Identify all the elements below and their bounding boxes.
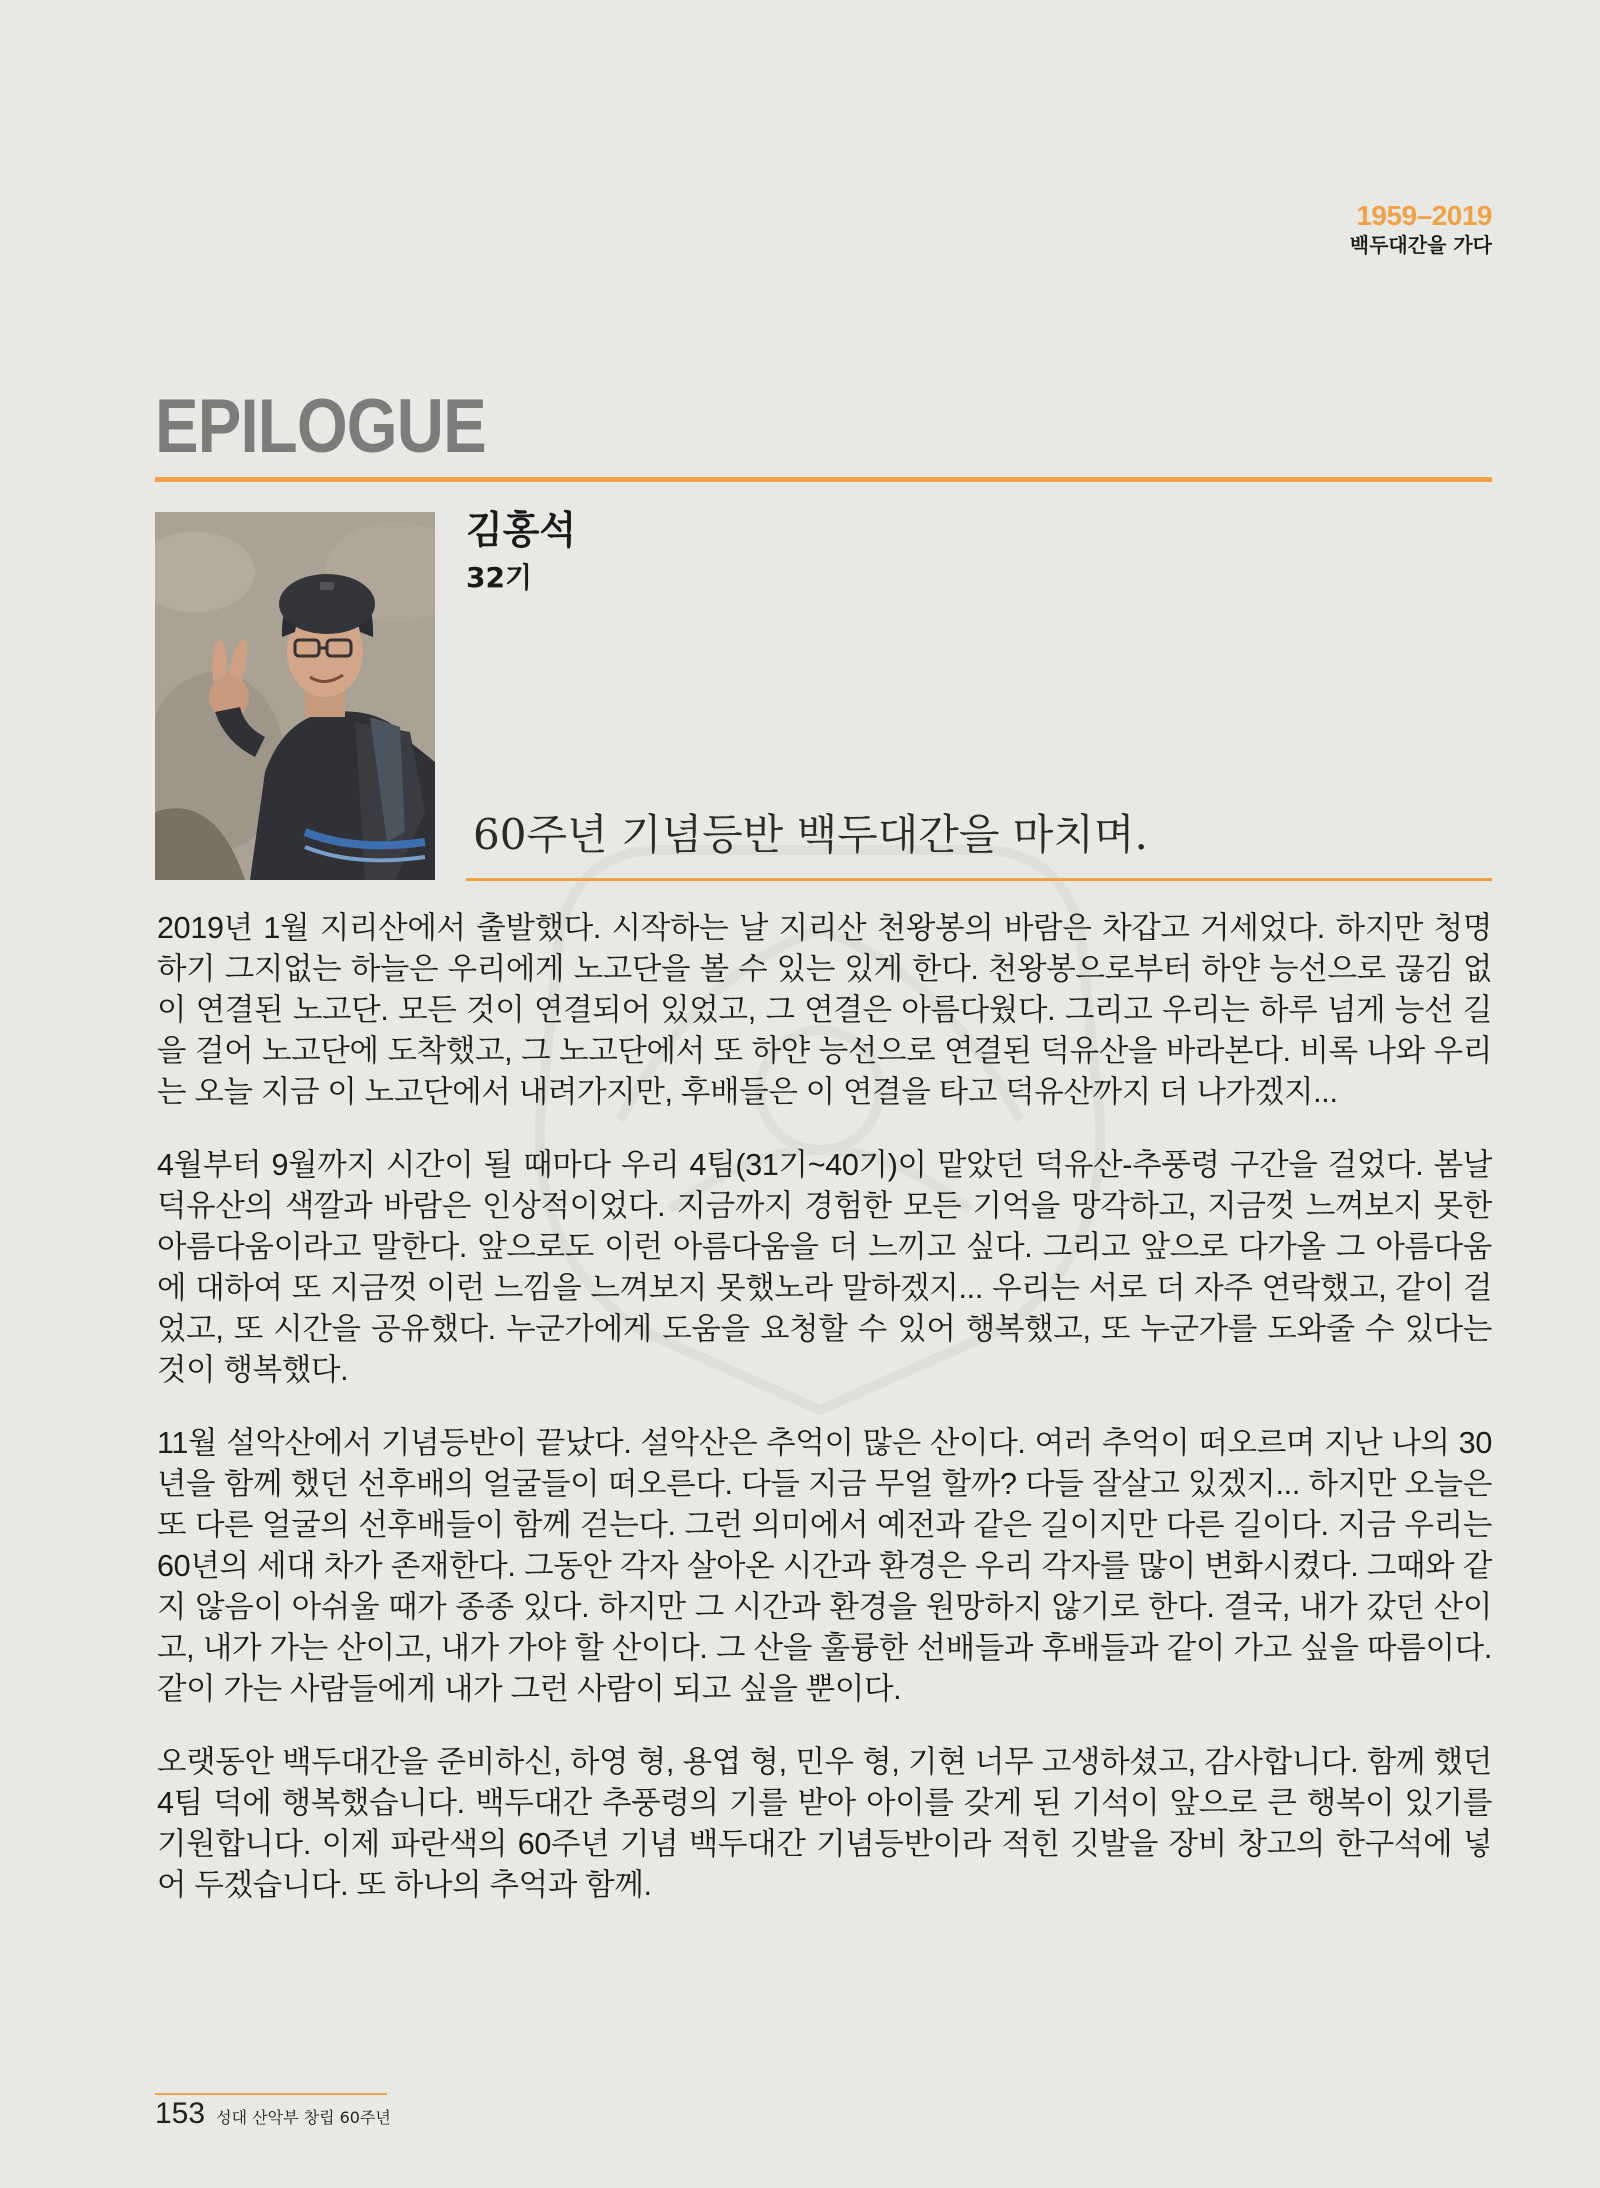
article-body [157,908,1492,1938]
paragraph: 4월부터 9월까지 시간이 될 때마다 우리 4팀(31기~40기)이 맡았던 덕유산-추풍령 구간을 걸었다. 봄날 덕유산의 색깔과 바람은 인상적이었다. 지금까지 경험한 모든 기억을 망각하고, 지금껏 느껴보지 못한 아름다움이라고 말한다. 앞으로도 이런 아름다움을 더 느끼고 싶다. 그리고 앞으로 다가올 그 아름다움에 대하여 또 지금껏 이런 느낌을 느껴보지 못했노라 말하겠지... 우리는 서로 더 자주 연락했고, 같이 걸었고, 또 시간을 공유했다. 누군가에게 도움을 요청할 수 있어 행복했고, 또 누군가를 도와줄 수 있다는 것이 행복했다. [157,1148,1492,1387]
section-title: EPILOGUE [155,384,486,469]
publication-name: 성대 산악부 창립 60주년 [216,2108,391,2127]
author-name: 김홍석 [466,508,577,552]
title-divider [155,477,1492,482]
paragraph: 11월 설악산에서 기념등반이 끝났다. 설악산은 추억이 많은 산이다. 여러 추억이 떠오르며 지난 나의 30년을 함께 했던 선후배의 얼굴들이 떠오른다. 다들 지금 무얼 할까? 다들 잘살고 있겠지... 하지만 오늘은 또 다른 얼굴의 선후배들이 함께 걷는다. 그런 의미에서 예전과 같은 길이지만 다른 길이다. 지금 우리는 60년의 세대 차가 존재한다. 그동안 각자 살아온 시간과 환경은 우리 각자를 많이 변화시켰다. 그때와 같지 않음이 아쉬울 때가 종종 있다. 하지만 그 시간과 환경을 원망하지 않기로 한다. 결국, 내가 갔던 산이고, 내가 가는 산이고, 내가 가야 할 산이다. 그 산을 훌륭한 선배들과 후배들과 같이 가고 싶을 따름이다. 같이 가는 사람들에게 내가 그런 사람이 되고 싶을 뿐이다. [157,1426,1492,1706]
header-subtitle: 백두대간을 가다 [1349,233,1492,257]
paragraph: 2019년 1월 지리산에서 출발했다. 시작하는 날 지리산 천왕봉의 바람은 차갑고 거세었다. 하지만 청명하기 그지없는 하늘은 우리에게 노고단을 볼 수 있는 있게 한다. 천왕봉으로부터 하얀 능선으로 끊김 없이 연결된 노고단. 모든 것이 연결되어 있었고, 그 연결은 아름다웠다. 그리고 우리는 하루 넘게 능선 길을 걸어 노고단에 도착했고, 그 노고단에서 또 하얀 능선으로 연결된 덕유산을 바라본다. 비록 나와 우리는 오늘 지금 이 노고단에서 내려가지만, 후배들은 이 연결을 타고 덕유산까지 더 나가겠지... [157,911,1492,1109]
subtitle-divider [466,878,1492,881]
page-footer [155,2096,391,2136]
article-subtitle: 60주년 기념등반 백두대간을 마치며. [473,810,1148,859]
author-photo [155,512,435,880]
author-generation: 32기 [466,561,533,594]
footer-divider [155,2093,387,2095]
page-number: 153 [155,2097,206,2130]
header-years: 1959–2019 [1356,200,1492,231]
running-header [1350,200,1492,258]
paragraph: 오랫동안 백두대간을 준비하신, 하영 형, 용엽 형, 민우 형, 기현 너무 고생하셨고, 감사합니다. 함께 했던 4팀 덕에 행복했습니다. 백두대간 추풍령의 기를 받아 아이를 갖게 된 기석이 앞으로 큰 행복이 있기를 기원합니다. 이제 파란색의 60주년 기념 백두대간 기념등반이라 적힌 깃발을 장비 창고의 한구석에 넣어 두겠습니다. 또 하나의 추억과 함께. [157,1745,1492,1902]
